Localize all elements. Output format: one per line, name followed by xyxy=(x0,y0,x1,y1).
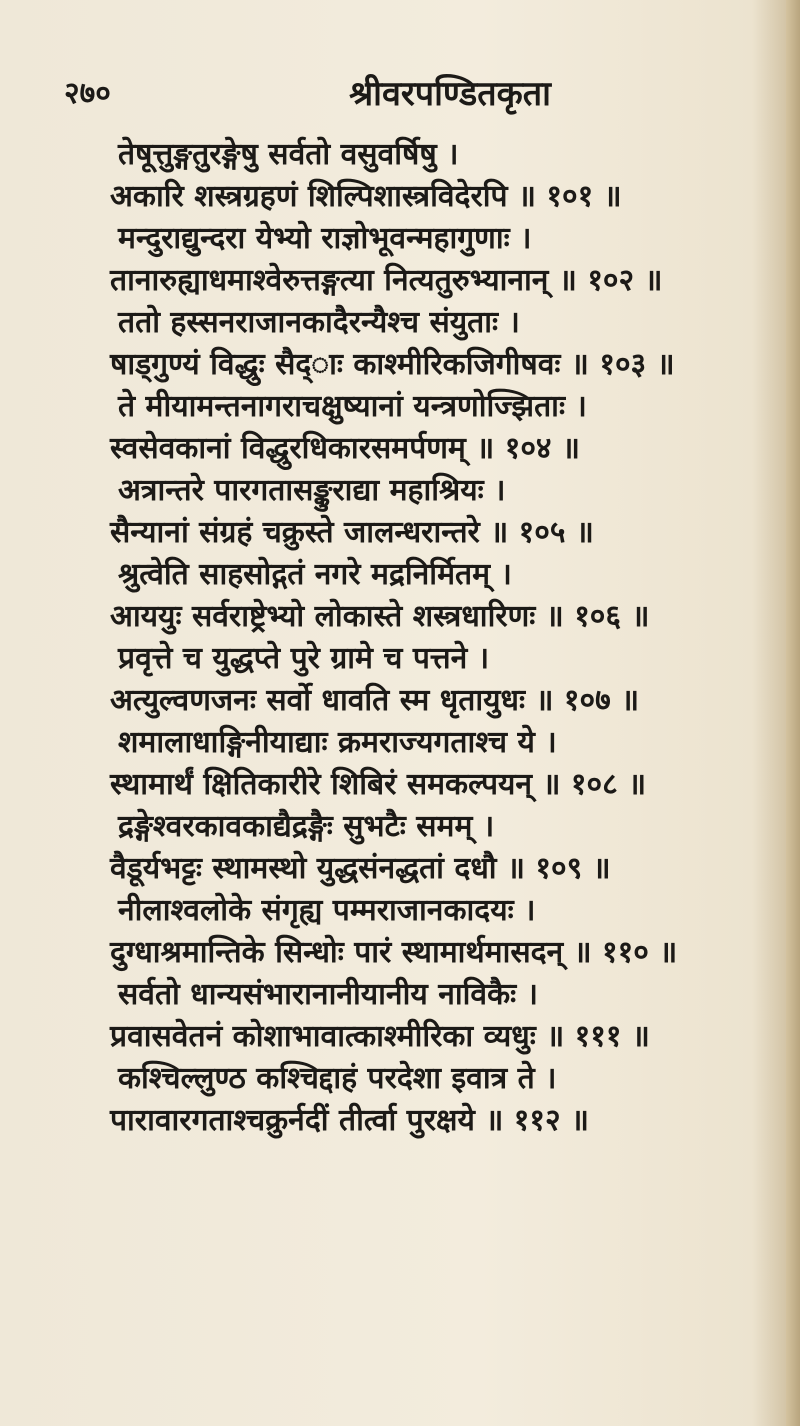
verse-line: ततो हस्सनराजानकादैरन्यैश्च संयुताः । xyxy=(118,305,520,340)
verse-line: दुग्धाश्रमान्तिके सिन्धोः पारं स्थामार्थमासदन् ॥ ११० ॥ xyxy=(110,935,678,970)
verse-101 xyxy=(0,134,800,218)
verse-line: द्रङ्गेश्वरकावकाद्यैद्रङ्गैः सुभटैः समम् । xyxy=(118,809,495,844)
verse-line: सर्वतो धान्यसंभारानानीयानीय नाविकैः । xyxy=(118,977,538,1012)
verse-line: पारावारगताश्चक्रुर्नदीं तीर्त्वा पुरक्षये ॥ ११२ ॥ xyxy=(110,1103,589,1138)
verse-line: तेषूत्तुङ्गतुरङ्गेषु सर्वतो वसुवर्षिषु । xyxy=(118,137,459,172)
verse-line: ते मीयामन्तनागराचक्षुष्यानां यन्त्रणोज्झिताः । xyxy=(118,389,587,424)
verse-line: कश्चिल्लुण्ठ कश्चिद्दाहं परदेशा इवात्र ते । xyxy=(118,1061,557,1096)
verse-102 xyxy=(0,218,800,302)
verse-line: शमालाधाङ्गिनीयाद्याः क्रमराज्यगताश्च ये । xyxy=(118,725,557,760)
verse-112 xyxy=(0,1058,800,1142)
verse-103 xyxy=(0,302,800,386)
verse-105 xyxy=(0,470,800,554)
verse-108 xyxy=(0,722,800,806)
verse-line: अत्रान्तरे पारगतासङ्कुराद्या महाश्रियः । xyxy=(118,473,506,508)
verse-text xyxy=(0,134,800,1142)
verse-106 xyxy=(0,554,800,638)
verse-line: प्रवृत्ते च युद्धप्ते पुरे ग्रामे च पत्तने । xyxy=(118,641,490,676)
verse-109 xyxy=(0,806,800,890)
verse-111 xyxy=(0,974,800,1058)
verse-line: आययुः सर्वराष्ट्रेभ्यो लोकास्ते शस्त्रधारिणः ॥ १०६ ॥ xyxy=(110,599,650,634)
verse-107 xyxy=(0,638,800,722)
verse-line: सैन्यानां संग्रहं चक्रुस्ते जालन्धरान्तरे ॥ १०५ ॥ xyxy=(110,515,594,550)
page-number: २७० xyxy=(64,76,111,111)
verse-line: प्रवासवेतनं कोशाभावात्काश्मीरिका व्यधुः ॥ १११ ॥ xyxy=(110,1019,650,1054)
page-header xyxy=(0,74,800,114)
verse-line: स्वसेवकानां विद्धुरधिकारसमर्पणम् ॥ १०४ ॥ xyxy=(110,431,580,466)
verse-line: षाड्गुण्यं विद्धुः सैद्ाः काश्मीरिकजिगीषवः ॥ १०३ ॥ xyxy=(110,347,675,382)
verse-110 xyxy=(0,890,800,974)
verse-line: स्थामार्थं क्षितिकारीरे शिबिरं समकल्पयन् ॥ १०८ ॥ xyxy=(110,767,647,802)
verse-line: श्रुत्वेति साहसोद्गतं नगरे मद्रनिर्मितम् । xyxy=(118,557,512,592)
running-title: श्रीवरपण्डितकृता xyxy=(349,74,551,114)
verse-line: नीलाश्वलोके संगृह्य पम्मराजानकादयः । xyxy=(118,893,536,928)
verse-line: अकारि शस्त्रग्रहणं शिल्पिशास्त्रविदेरपि ॥ १०१ ॥ xyxy=(110,179,622,214)
verse-line: मन्दुराद्युन्दरा येभ्यो राज्ञोभूवन्महागुणाः । xyxy=(118,221,532,256)
verse-line: तानारुह्याधमाश्वेरुत्तङ्गत्या नित्यतुरुभ्यानान् ॥ १०२ ॥ xyxy=(110,263,663,298)
verse-line: अत्युल्वणजनः सर्वो धावति स्म धृतायुधः ॥ १०७ ॥ xyxy=(110,683,640,718)
verse-line: वैडूर्यभट्टः स्थामस्थो युद्धसंनद्धतां दधौ ॥ १०९ ॥ xyxy=(110,851,611,886)
verse-104 xyxy=(0,386,800,470)
